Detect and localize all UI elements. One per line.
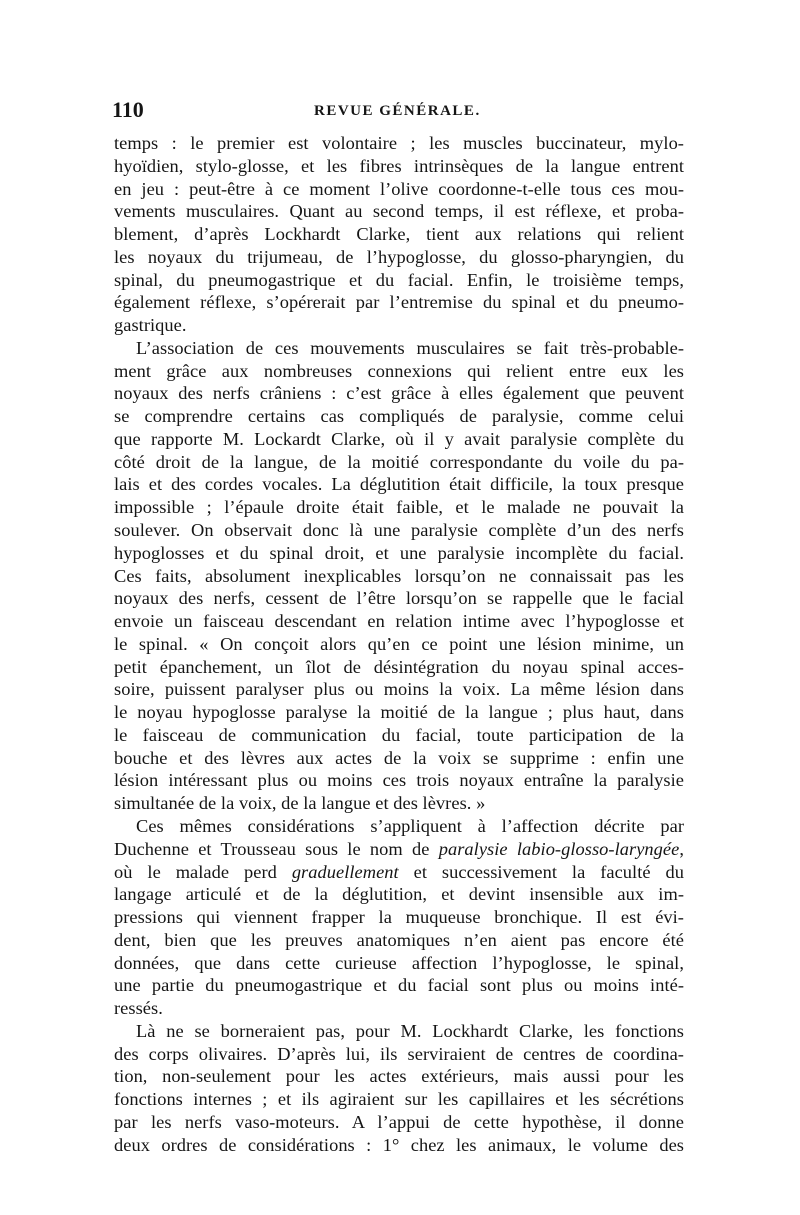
text-line: que rapporte M. Lockardt Clarke, où il y avait paralysie complète du [114, 428, 684, 449]
text-line: vements musculaires. Quant au second temps, il est réflexe, et proba- [114, 201, 684, 222]
running-head: REVUE GÉNÉRALE. [314, 103, 481, 119]
text-line: ment grâce aux nombreuses connexions qui relient entre eux les [114, 360, 684, 381]
text-line: également réflexe, s’opérerait par l’entremise du spinal et du pneumo- [114, 292, 684, 313]
text-line: hyoïdien, stylo-glosse, et les fibres intrinsèques de la langue entrent [114, 155, 684, 176]
text-line: langage articulé et de la déglutition, et devint insensible aux im- [114, 884, 684, 905]
paragraph-start-line: Là ne se borneraient pas, pour M. Lockhardt Clarke, les fonctions [136, 1020, 684, 1041]
text-line: données, que dans cette curieuse affection l’hypoglosse, le spinal, [114, 952, 684, 973]
text-line: hypoglosses et du spinal droit, et une paralysie incomplète du facial. [114, 542, 684, 563]
text-line: soire, puissent paralyser plus ou moins la voix. La même lésion dans [114, 679, 684, 700]
text-line: soulever. On observait donc là une paralysie complète d’un des nerfs [114, 520, 684, 541]
text-line: noyaux des nerfs, cessent de l’être lorsqu’on se rappelle que le facial [114, 588, 684, 609]
italic-term-paralysie: paralysie labio-glosso-laryngée [438, 838, 680, 859]
text-line: les noyaux du trijumeau, de l’hypoglosse, du glosso-pharyngien, du [114, 246, 684, 267]
paragraph-end-line: gastrique. [114, 315, 187, 336]
text-line: spinal, du pneumogastrique et du facial. Enfin, le troisième temps, [114, 269, 684, 290]
text-line: le spinal. « On conçoit alors qu’en ce point une lésion minime, un [114, 633, 684, 654]
text-line: lésion intéressant plus ou moins ces trois noyaux entraîne la paralysie [114, 770, 684, 791]
line-text-after-italic: , [679, 838, 684, 859]
body-text [114, 132, 684, 1157]
text-line: bouche et des lèvres aux actes de la voix se supprime : enfin une [114, 747, 684, 768]
text-line: le faisceau de communication du facial, toute participation de la [114, 724, 684, 745]
text-line: fonctions internes ; et ils agiraient sur les capillaires et les sécrétions [114, 1089, 684, 1110]
text-line: en jeu : peut-être à ce moment l’olive coordonne-t-elle tous ces mou- [114, 178, 684, 199]
page-number: 110 [112, 97, 144, 122]
text-line: impossible ; l’épaule droite était faible, et le malade ne pouvait la [114, 497, 684, 518]
text-line: une partie du pneumogastrique et du facial sont plus ou moins inté- [114, 975, 684, 996]
text-line-with-italic [114, 838, 684, 861]
paragraph-start-line: L’association de ces mouvements musculaires se fait très-probable- [136, 337, 684, 358]
text-line: Ces faits, absolument inexplicables lorsqu’on ne connaissait pas les [114, 565, 684, 586]
text-line: pressions qui viennent frapper la muqueuse bronchique. Il est évi- [114, 907, 684, 928]
text-line: par les nerfs vaso-moteurs. A l’appui de cette hypothèse, il donne [114, 1111, 684, 1132]
text-line: petit épanchement, un îlot de désintégration du noyau spinal acces- [114, 656, 684, 677]
text-line: se comprendre certains cas compliqués de paralysie, comme celui [114, 406, 684, 427]
page-header [112, 98, 684, 122]
text-line: dent, bien que les preuves anatomiques n’en aient pas encore été [114, 929, 684, 950]
paragraph-end-line: simultanée de la voix, de la langue et des lèvres. » [114, 793, 486, 814]
paragraph-end-line: ressés. [114, 998, 163, 1019]
text-line: envoie un faisceau descendant en relation intime avec l’hypoglosse et [114, 611, 684, 632]
line-text-before-italic: où le malade perd [114, 861, 292, 882]
text-line: lais et des cordes vocales. La déglutition était difficile, la toux presque [114, 474, 684, 495]
text-line: deux ordres de considérations : 1° chez les animaux, le volume des [114, 1134, 684, 1155]
italic-term-graduellement: graduellement [291, 861, 399, 882]
line-text-before-italic: Duchenne et Trousseau sous le nom de [114, 838, 439, 859]
line-text-after-italic: et successivement la faculté du [398, 861, 684, 882]
paragraph-start-line: Ces mêmes considérations s’appliquent à l’affection décrite par [136, 815, 684, 836]
text-line: côté droit de la langue, de la moitié correspondante du voile du pa- [114, 451, 684, 472]
text-line: le noyau hypoglosse paralyse la moitié de la langue ; plus haut, dans [114, 702, 684, 723]
text-line: noyaux des nerfs crâniens : c’est grâce à elles également que peuvent [114, 383, 684, 404]
text-line: des corps olivaires. D’après lui, ils serviraient de centres de coordina- [114, 1043, 684, 1064]
text-line: temps : le premier est volontaire ; les muscles buccinateur, mylo- [114, 133, 684, 153]
text-line: blement, d’après Lockhardt Clarke, tient aux relations qui relient [114, 224, 684, 245]
text-line-with-italic [114, 861, 684, 884]
text-line: tion, non-seulement pour les actes extérieurs, mais aussi pour les [114, 1066, 684, 1087]
